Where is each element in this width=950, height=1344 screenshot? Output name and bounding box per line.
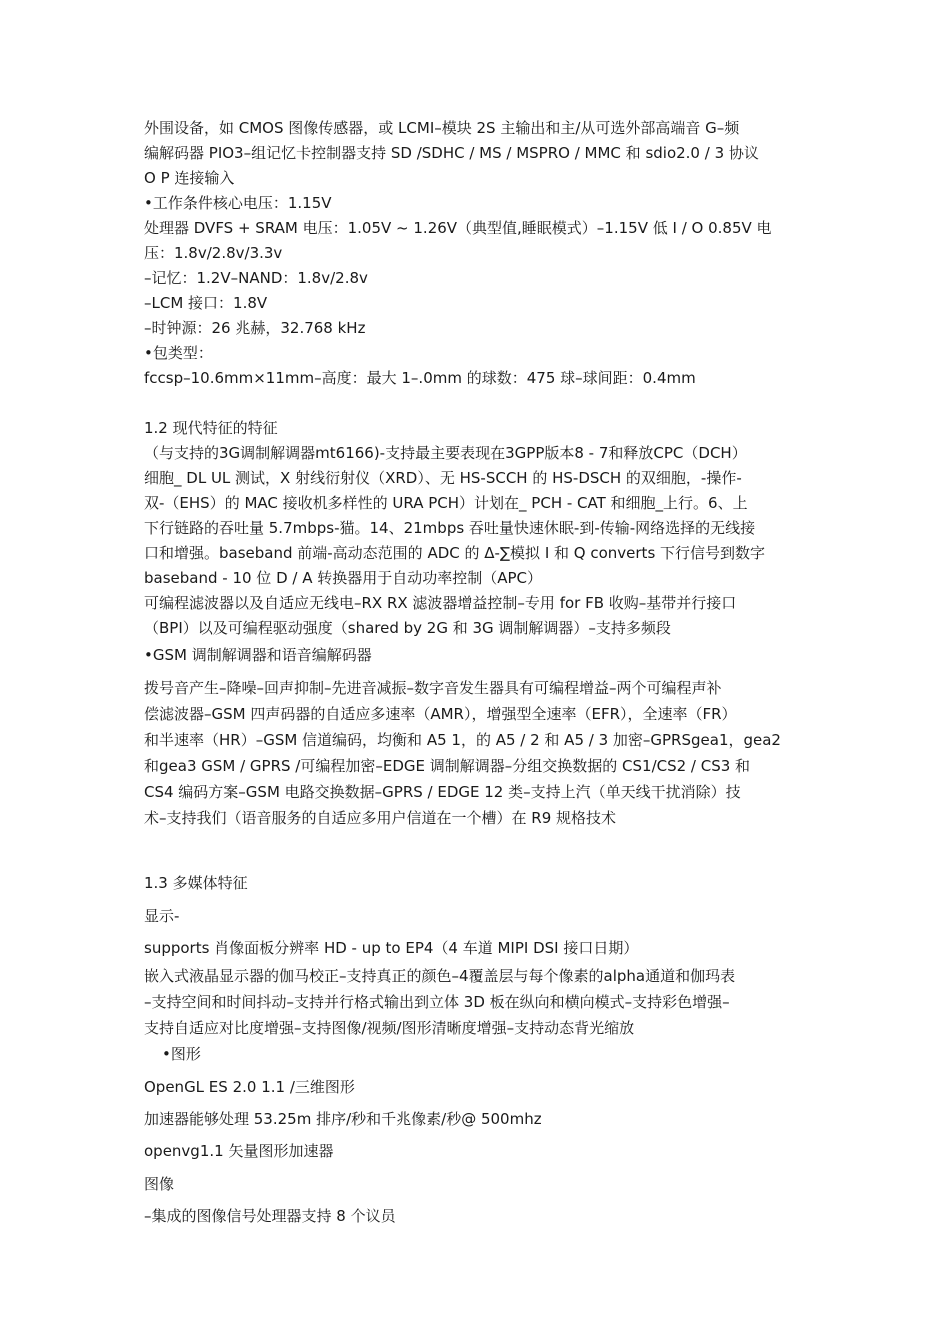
text-line-16: 下行链路的吞吐量 5.7mbps-猫。14、21mbps 吞吐量快速休眠-到-传输-网络选择的无线接 (144, 519, 756, 537)
text-line-21: •GSM 调制解调器和语音编解码器 (144, 646, 372, 664)
text-line-17: 口和增强。baseband 前端-高动态范围的 ADC 的 Δ-∑模拟 I 和 Q converts 下行信号到数字 (144, 544, 766, 562)
text-line-31: 嵌入式液晶显示器的伽马校正–支持真正的颜色–4覆盖层与每个像素的alpha通道和伽玛表 (144, 967, 736, 985)
section-heading-1-3: 1.3 多媒体特征 (144, 874, 248, 892)
text-line-25: 和gea3 GSM / GPRS /可编程加密–EDGE 调制解调器–分组交换数据的 CS1/CS2 / CS3 和 (144, 757, 751, 775)
text-line-35: OpenGL ES 2.0 1.1 /三维图形 (144, 1078, 355, 1096)
text-line-1: 外围设备，如 CMOS 图像传感器，或 LCMI–模块 2S 主输出和主/从可选外部高端音 G–频 (144, 119, 740, 137)
text-line-22: 拨号音产生–降噪–回声抑制–先进音减振–数字音发生器具有可编程增益–两个可编程声补 (144, 679, 722, 697)
text-line-30: supports 肖像面板分辨率 HD - up to EP4（4 车道 MIPI DSI 接口日期） (144, 939, 639, 957)
text-line-20: （BPI）以及可编程驱动强度（shared by 2G 和 3G 调制解调器）–支持多频段 (144, 619, 671, 637)
text-line-11: fccsp–10.6mm×11mm–高度：最大 1–.0mm 的球数：475 球–球间距：0.4mm (144, 369, 696, 387)
text-line-37: openvg1.1 矢量图形加速器 (144, 1142, 334, 1160)
text-line-36: 加速器能够处理 53.25m 排序/秒和千兆像素/秒@ 500mhz (144, 1110, 542, 1128)
text-line-32: –支持空间和时间抖动–支持并行格式输出到立体 3D 板在纵向和横向模式–支持彩色增强– (144, 993, 730, 1011)
text-line-14: 细胞_ DL UL 测试，X 射线衍射仪（XRD）、无 HS-SCCH 的 HS-DSCH 的双细胞，-操作- (144, 469, 742, 487)
text-line-7: –记忆：1.2V–NAND：1.8v/2.8v (144, 269, 368, 287)
text-line-15: 双-（EHS）的 MAC 接收机多样性的 URA PCH）计划在_ PCH - CAT 和细胞_上行。6、上 (144, 494, 748, 512)
text-line-26: CS4 编码方案–GSM 电路交换数据–GPRS / EDGE 12 类–支持上汽（单天线干扰消除）技 (144, 783, 741, 801)
text-line-34: •图形 (162, 1045, 201, 1063)
text-line-39: –集成的图像信号处理器支持 8 个议员 (144, 1207, 396, 1225)
text-line-13: （与支持的3G调制解调器mt6166)-支持最主要表现在3GPP版本8 - 7和释放CPC（DCH） (144, 444, 747, 462)
text-line-4: •工作条件核心电压：1.15V (144, 194, 332, 212)
section-heading-1-2: 1.2 现代特征的特征 (144, 419, 278, 437)
text-line-10: •包类型： (144, 344, 213, 362)
text-line-3: O P 连接输入 (144, 169, 235, 187)
text-line-5: 处理器 DVFS + SRAM 电压：1.05V ~ 1.26V（典型值,睡眠模式）–1.15V 低 I / O 0.85V 电 (144, 219, 772, 237)
text-line-23: 偿滤波器–GSM 四声码器的自适应多速率（AMR），增强型全速率（EFR），全速率（FR） (144, 705, 737, 723)
text-line-19: 可编程滤波器以及自适应无线电–RX RX 滤波器增益控制–专用 for FB 收购–基带并行接口 (144, 594, 737, 612)
text-line-18: baseband - 10 位 D / A 转换器用于自动功率控制（APC） (144, 569, 543, 587)
text-line-38: 图像 (144, 1175, 175, 1193)
text-line-6: 压：1.8v/2.8v/3.3v (144, 244, 283, 262)
text-line-9: –时钟源：26 兆赫，32.768 kHz (144, 319, 366, 337)
text-line-27: 术–支持我们（语音服务的自适应多用户信道在一个槽）在 R9 规格技术 (144, 809, 617, 827)
text-line-33: 支持自适应对比度增强–支持图像/视频/图形清晰度增强–支持动态背光缩放 (144, 1019, 635, 1037)
text-line-2: 编解码器 PIO3–组记忆卡控制器支持 SD /SDHC / MS / MSPRO / MMC 和 sdio2.0 / 3 协议 (144, 144, 759, 162)
text-line-24: 和半速率（HR）–GSM 信道编码，均衡和 A5 1，的 A5 / 2 和 A5 / 3 加密–GPRSgea1，gea2 (144, 731, 781, 749)
text-line-29: 显示- (144, 907, 180, 925)
text-line-8: –LCM 接口：1.8V (144, 294, 268, 312)
